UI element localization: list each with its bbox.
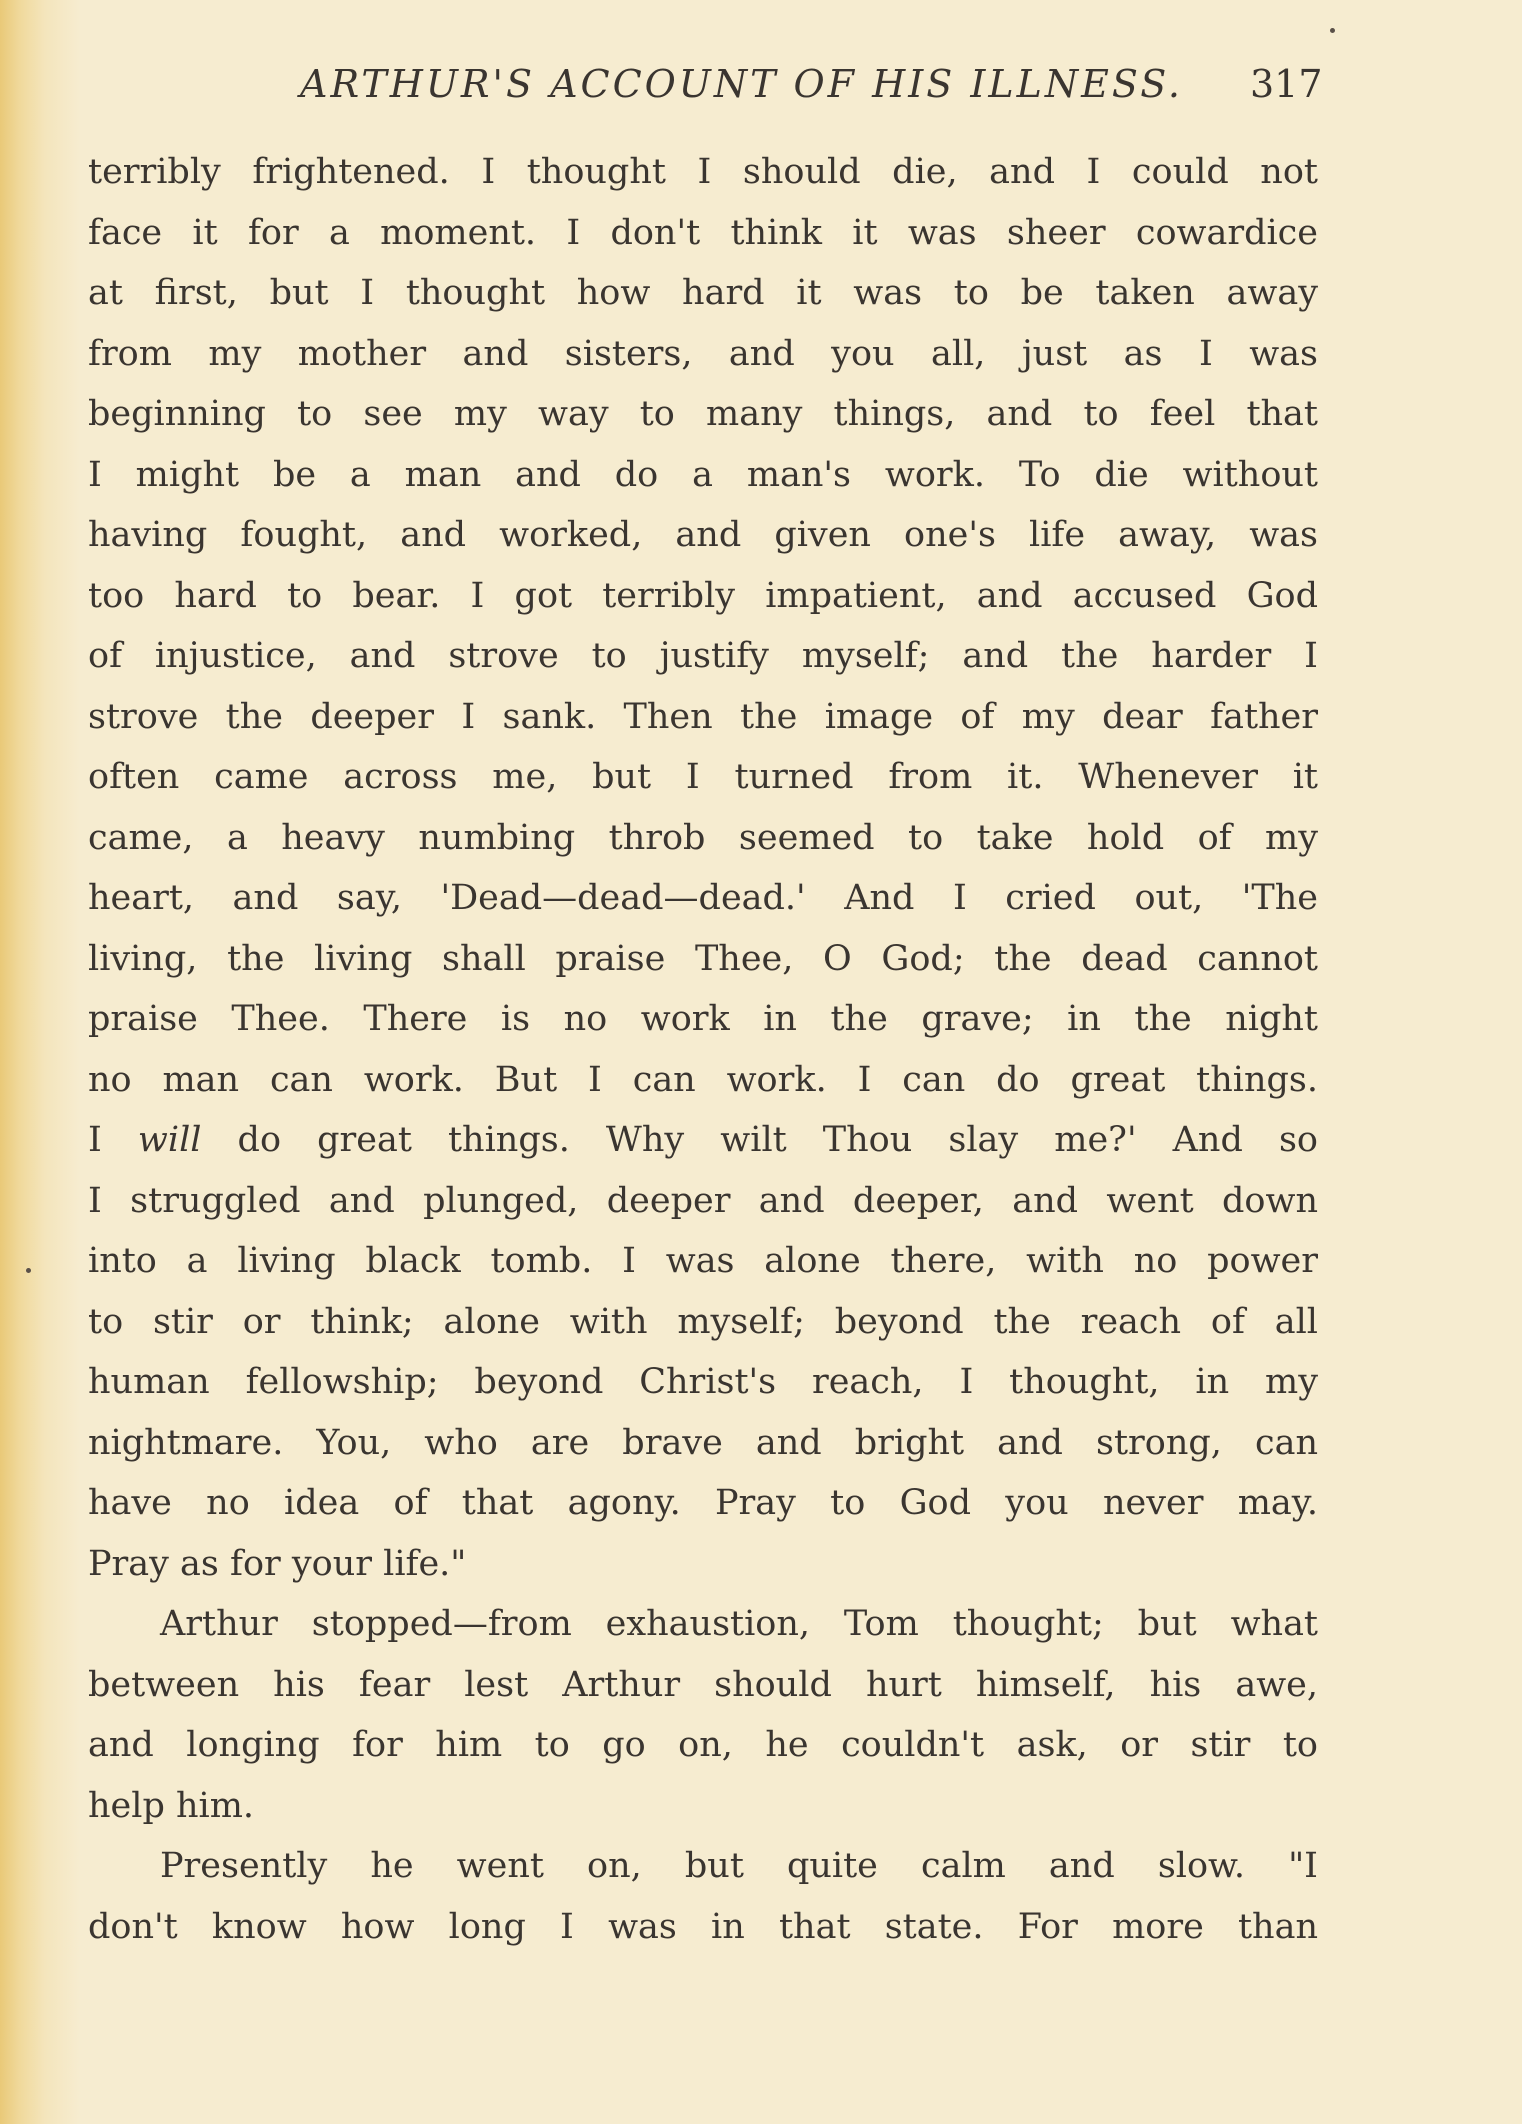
text-line: I might be a man and do a man's work. To die without <box>88 454 1318 495</box>
margin-speck <box>26 1268 31 1273</box>
margin-speck <box>1330 28 1335 33</box>
text-line: terribly frightened. I thought I should die, and I could not <box>88 152 1318 192</box>
paragraph-start-line: Arthur stopped—from exhaustion, Tom thought; but what <box>160 1604 1318 1644</box>
text-line: strove the deeper I sank. Then the image of my dear father <box>88 696 1318 737</box>
text-line: from my mother and sisters, and you all, just as I was <box>88 333 1318 374</box>
text-line: face it for a moment. I don't think it was sheer cowardice <box>88 212 1318 253</box>
running-title: ARTHUR'S ACCOUNT OF HIS ILLNESS. <box>300 62 1183 106</box>
text-fragment: do great things. Why wilt Thou slay me?' And so <box>201 1120 1318 1160</box>
paragraph-start-line: Presently he went on, but quite calm and slow. "I <box>160 1846 1318 1886</box>
text-line: have no idea of that agony. Pray to God you never may. <box>88 1483 1318 1523</box>
text-fragment: I <box>88 1120 138 1160</box>
text-line: living, the living shall praise Thee, O God; the dead cannot <box>88 938 1318 979</box>
text-line: nightmare. You, who are brave and bright and strong, can <box>88 1422 1318 1463</box>
text-line: I struggled and plunged, deeper and deeper, and went down <box>88 1180 1318 1221</box>
text-line: came, a heavy numbing throb seemed to take hold of my <box>88 817 1318 858</box>
italic-word: will <box>137 1120 202 1160</box>
text-line: between his fear lest Arthur should hurt himself, his awe, <box>88 1664 1318 1705</box>
text-line-with-italic <box>88 1110 1318 1171</box>
text-line: to stir or think; alone with myself; beyond the reach of all <box>88 1301 1318 1342</box>
text-line: help him. <box>88 1785 255 1826</box>
text-line: no man can work. But I can work. I can do great things. <box>88 1059 1318 1100</box>
text-line: beginning to see my way to many things, and to feel that <box>88 394 1318 434</box>
text-line: often came across me, but I turned from it. Whenever it <box>88 757 1318 797</box>
text-line: and longing for him to go on, he couldn't ask, or stir to <box>88 1725 1318 1765</box>
text-line: human fellowship; beyond Christ's reach, I thought, in my <box>88 1362 1318 1402</box>
text-line: of injustice, and strove to justify myself; and the harder I <box>88 636 1318 676</box>
text-line: too hard to bear. I got terribly impatient, and accused God <box>88 575 1318 616</box>
text-line: into a living black tomb. I was alone there, with no power <box>88 1241 1318 1281</box>
text-line: don't know how long I was in that state. For more than <box>88 1906 1318 1947</box>
body-text <box>88 142 1318 1957</box>
text-line: heart, and say, 'Dead—dead—dead.' And I cried out, 'The <box>88 878 1318 918</box>
text-line: at first, but I thought how hard it was to be taken away <box>88 273 1318 313</box>
text-line: Pray as for your life." <box>88 1543 467 1584</box>
text-line: praise Thee. There is no work in the grave; in the night <box>88 999 1318 1039</box>
page-number: 317 <box>1250 62 1323 106</box>
text-line: having fought, and worked, and given one's life away, was <box>88 515 1318 555</box>
